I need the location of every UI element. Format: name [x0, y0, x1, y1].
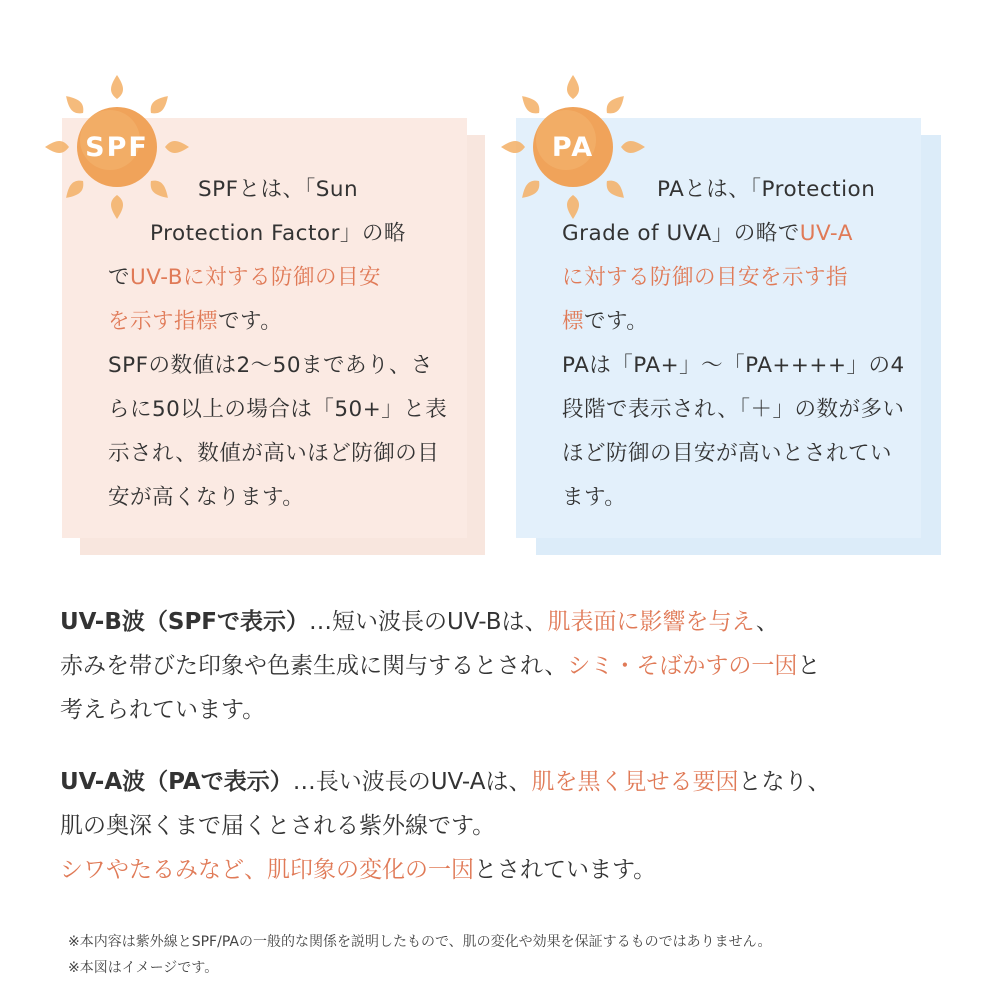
uvb-highlight-2: シミ・そばかすの一因 — [567, 653, 798, 679]
uvb-explanation — [60, 600, 960, 732]
pa-line-3: に対する防御の目安を示す指 — [562, 265, 849, 290]
spf-line-3-text: で — [108, 265, 131, 290]
uvb-text-1: …短い波長のUV-Bは、 — [309, 609, 548, 635]
uva-line-3 — [60, 848, 960, 892]
spf-line-3 — [108, 256, 453, 300]
pa-line-4-text: です。 — [584, 309, 649, 334]
pa-line-2 — [562, 212, 907, 256]
spf-badge-label: SPF — [85, 131, 149, 163]
uvb-line-3: 考えられています。 — [60, 697, 266, 723]
uvb-text-3: 赤みを帯びた印象や色素生成に関与するとされ、 — [60, 653, 568, 679]
uva-text-1: …長い波長のUV-Aは、 — [292, 769, 532, 795]
spf-line-4 — [108, 300, 453, 344]
spf-line-1: SPFとは、「Sun — [198, 177, 359, 202]
spf-paragraph-2: SPFの数値は2～50まであり、さらに50以上の場合は「50+」と表示され、数値が高いほど防御の目安が高くなります。 — [108, 353, 448, 510]
spf-highlight-2: を示す指標 — [108, 309, 219, 334]
uvb-highlight-1: 肌表面に影響を与え — [547, 609, 756, 635]
uva-line-1 — [60, 760, 960, 804]
pa-line-1: PAとは、「Protection — [657, 177, 876, 202]
uva-line-2: 肌の奥深くまで届くとされる紫外線です。 — [60, 813, 496, 839]
uvb-text-4: と — [797, 653, 821, 679]
spf-line-4-text: です。 — [218, 309, 283, 334]
pa-highlight-2: 標 — [562, 309, 585, 334]
pa-highlight-1: UV-A — [799, 221, 853, 246]
uva-highlight-1: 肌を黒く見せる要因 — [531, 769, 739, 795]
pa-line-4 — [562, 300, 907, 344]
uva-text-4: とされています。 — [474, 857, 657, 883]
image-note: ※本図はイメージです。 — [68, 960, 219, 976]
uvb-line-2 — [60, 644, 960, 688]
pa-paragraph-2: PAは「PA+」～「PA++++」の4段階で表示され、「＋」の数が多いほど防御の目安が高いとされています。 — [562, 353, 905, 510]
uva-title: UV-A波（PAで表示） — [60, 769, 293, 795]
uva-text-2: となり、 — [738, 769, 831, 795]
pa-description — [562, 168, 907, 520]
disclaimer-note: ※本内容は紫外線とSPF/PAの一般的な関係を説明したもので、肌の変化や効果を保証するものではありません。 — [68, 934, 772, 950]
pa-badge-label: PA — [551, 131, 595, 163]
uva-explanation — [60, 760, 960, 892]
uvb-line-1 — [60, 600, 960, 644]
uvb-text-2: 、 — [755, 609, 779, 635]
spf-description — [108, 168, 453, 520]
spf-highlight-1: UV-Bに対する防御の目安 — [130, 265, 381, 290]
uvb-title: UV-B波（SPFで表示） — [60, 609, 310, 635]
spf-line-2: Protection Factor」の略 — [150, 221, 406, 246]
uva-highlight-2: シワやたるみなど、肌印象の変化の一因 — [60, 857, 474, 883]
pa-line-2-text: Grade of UVA」の略で — [562, 221, 800, 246]
